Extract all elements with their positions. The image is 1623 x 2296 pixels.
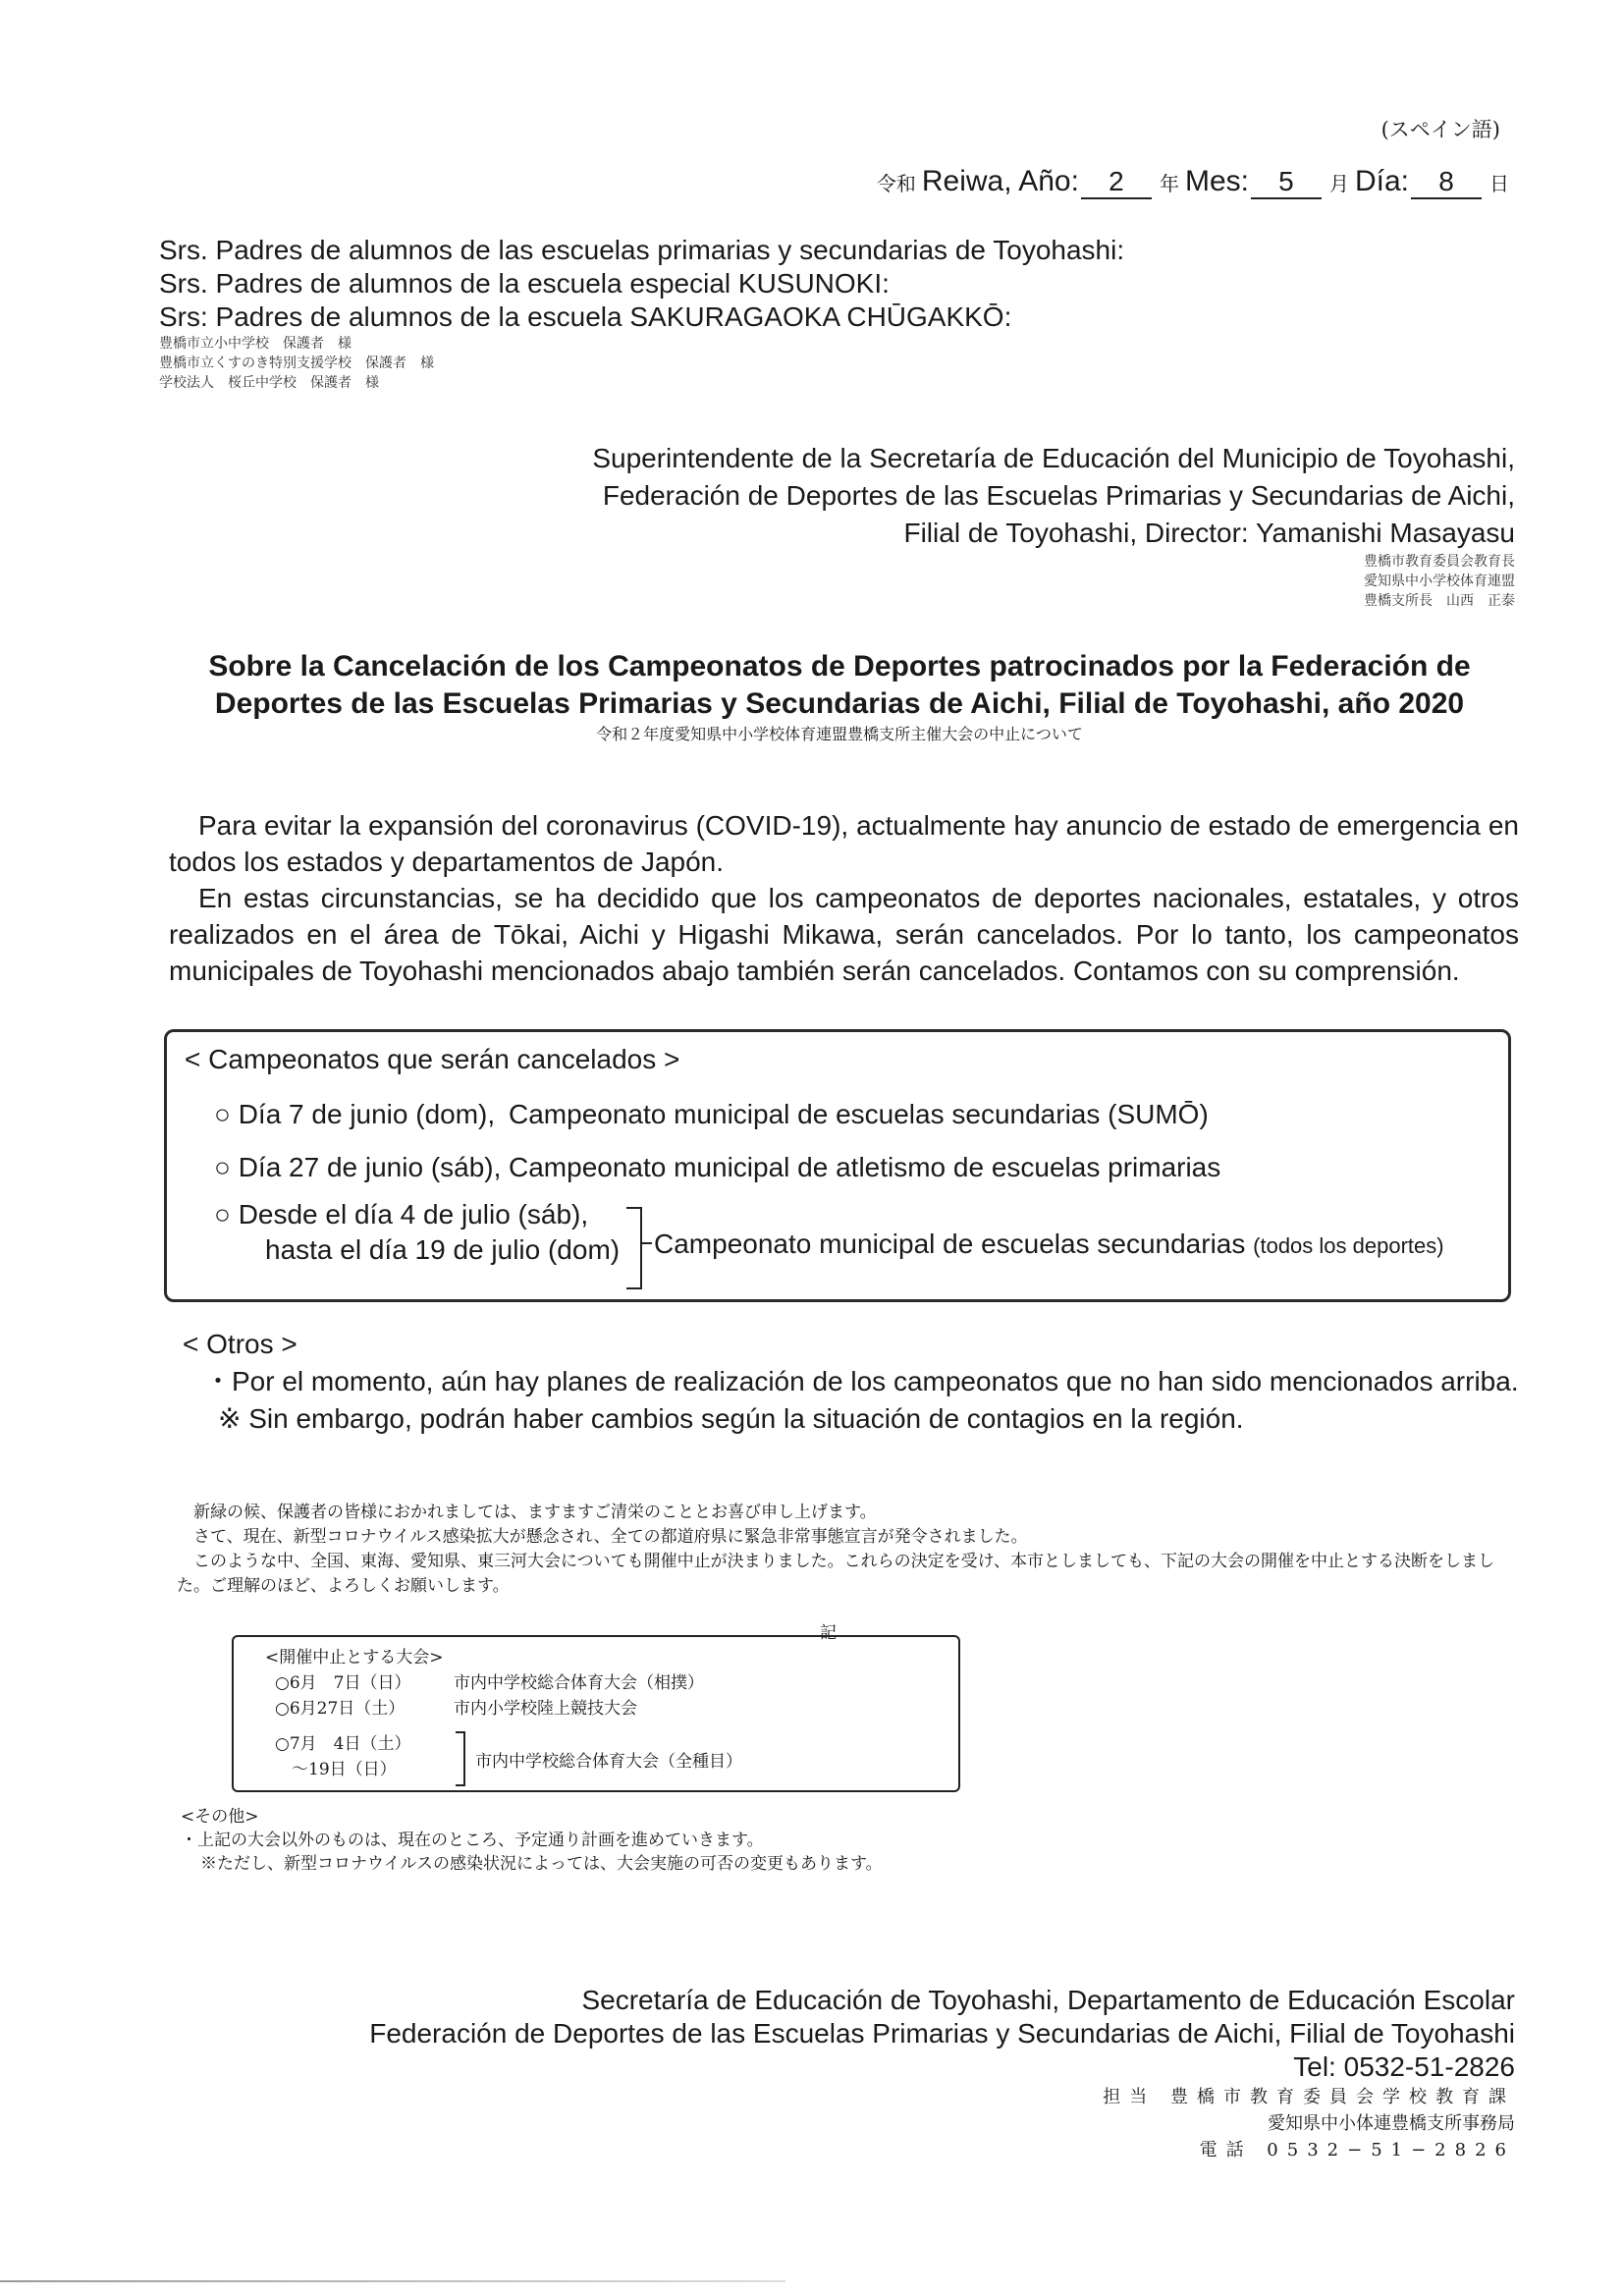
cancelled-item xyxy=(214,1152,1220,1183)
jp-brace-icon xyxy=(456,1731,465,1786)
cancelled-header: < Campeonatos que serán cancelados > xyxy=(185,1044,680,1074)
year-value: 2 xyxy=(1081,166,1152,199)
japanese-body xyxy=(177,1501,1522,1599)
jp-cancelled-event: 市内小学校陸上競技大会 xyxy=(454,1699,637,1719)
range-from: ○ Desde el día 4 de julio (sáb), xyxy=(214,1199,589,1230)
body-paragraph: Para evitar la expansión del coronavirus (COVID-19), actualmente hay anuncio de estado de emergencia en todos los estados y departamentos de Japón. xyxy=(169,810,1519,877)
others-bullet: ・Por el momento, aún hay planes de realización de los campeonatos que no han sido mencionados arriba. xyxy=(204,1366,1519,1396)
cancelled-event: Campeonato municipal de atletismo de escuelas primarias xyxy=(509,1152,1221,1182)
month-label: Mes: xyxy=(1184,165,1249,197)
brace-icon xyxy=(626,1207,642,1289)
footer-tel-jp: 電話 0532−51−2826 xyxy=(1199,2140,1515,2160)
footer-tel: Tel: 0532-51-2826 xyxy=(1293,2051,1515,2082)
jp-cancelled-date: ○6月 7日（日） xyxy=(275,1673,411,1693)
era-label-jp: 令和 xyxy=(876,172,916,195)
cancelled-date: ○ Día 7 de junio (dom), xyxy=(214,1099,496,1129)
month-label-jp: 月 xyxy=(1328,172,1349,195)
jp-body-line: 新緑の候、保護者の皆様におかれましては、ますますご清栄のこととお喜び申し上げます。 xyxy=(193,1503,877,1522)
scan-edge-line xyxy=(0,2280,785,2282)
range-to: hasta el día 19 de julio (dom) xyxy=(265,1234,621,1265)
brace-tip xyxy=(640,1242,652,1244)
document-title xyxy=(167,648,1512,746)
language-tag: (スペイン語) xyxy=(1380,118,1500,141)
jp-range-dates xyxy=(275,1731,410,1782)
day-label: Día: xyxy=(1354,165,1409,197)
footer-line: Federación de Deportes de las Escuelas Primarias y Secundarias de Aichi, Filial de Toyohashi xyxy=(369,2018,1515,2049)
jp-others-section xyxy=(181,1805,883,1876)
others-section xyxy=(183,1326,1519,1438)
cancelled-date: ○ Día 27 de junio (sáb), xyxy=(214,1152,502,1182)
others-header: < Otros > xyxy=(183,1329,298,1359)
month-value: 5 xyxy=(1251,166,1322,199)
others-note: ※ Sin embargo, podrán haber cambios según la situación de contagios en la región. xyxy=(218,1403,1244,1434)
sender-line-jp: 豊橋支所長 山西 正泰 xyxy=(1364,593,1515,609)
jp-range-event: 市内中学校総合体育大会（全種目） xyxy=(475,1752,742,1772)
recipient-line: Srs. Padres de alumnos de las escuelas primarias y secundarias de Toyohashi: xyxy=(159,235,1125,265)
footer-office-jp: 愛知県中小体連豊橋支所事務局 xyxy=(1268,2113,1515,2134)
recipient-line-jp: 学校法人 桜丘中学校 保護者 様 xyxy=(159,375,379,391)
sender-block xyxy=(592,440,1515,611)
footer-line: Secretaría de Educación de Toyohashi, Departamento de Educación Escolar xyxy=(581,1985,1515,2015)
title-line: Deportes de las Escuelas Primarias y Secundarias de Aichi, Filial de Toyohashi, año 2020 xyxy=(214,687,1465,720)
ki-mark: 記 xyxy=(820,1623,837,1643)
range-event: Campeonato municipal de escuelas secundarias xyxy=(654,1229,1246,1259)
jp-body-line: このような中、全国、東海、愛知県、東三河大会についても開催中止が決まりました。これらの決定を受け、本市としましても、下記の大会の開催を中止とする決断をしました。ご理解のほど、よろしくお願いします。 xyxy=(177,1552,1494,1596)
cancelled-events-box xyxy=(164,1029,1511,1302)
footer-contact xyxy=(369,1984,1515,2163)
sender-line-jp: 愛知県中小学校体育連盟 xyxy=(1364,574,1515,589)
recipient-line-jp: 豊橋市立小中学校 保護者 様 xyxy=(159,336,352,352)
jp-cancelled-event: 市内中学校総合体育大会（相撲） xyxy=(454,1673,704,1693)
sender-line-jp: 豊橋市教育委員会教育長 xyxy=(1364,554,1515,570)
year-label-jp: 年 xyxy=(1159,172,1179,195)
jp-body-line: さて、現在、新型コロナウイルス感染拡大が懸念され、全ての都道府県に緊急非常事態宣言が発令されました。 xyxy=(193,1527,1028,1547)
jp-cancelled-header: <開催中止とする大会> xyxy=(265,1648,444,1667)
recipient-line: Srs: Padres de alumnos de la escuela SAKURAGAOKA CHŪGAKKŌ: xyxy=(159,301,1012,332)
jp-others-header: <その他> xyxy=(181,1807,259,1827)
footer-dept-jp: 担当 豊橋市教育委員会学校教育課 xyxy=(1103,2087,1515,2107)
cancelled-range-dates xyxy=(214,1197,620,1268)
document-date xyxy=(871,165,1515,199)
range-event-note: (todos los deportes) xyxy=(1253,1233,1444,1258)
body-paragraph: En estas circunstancias, se ha decidido que los campeonatos de deportes nacionales, estatales, y otros realizados en el área de Tōkai, Aichi y Higashi Mikawa, serán cancelados. Por lo tanto, los campeonatos municipales de Toyohashi mencionados abajo también serán cancelados. Contamos con su comprensión. xyxy=(169,883,1519,986)
recipient-line: Srs. Padres de alumnos de la escuela especial KUSUNOKI: xyxy=(159,268,890,299)
jp-others-note: ※ただし、新型コロナウイルスの感染状況によっては、大会実施の可否の変更もあります。 xyxy=(200,1854,883,1874)
day-value: 8 xyxy=(1411,166,1482,199)
jp-range-to: ～19日（日） xyxy=(275,1760,397,1779)
jp-others-bullet: ・上記の大会以外のものは、現在のところ、予定通り計画を進めていきます。 xyxy=(181,1831,764,1850)
day-label-jp: 日 xyxy=(1489,172,1509,195)
jp-cancelled-item xyxy=(275,1668,704,1693)
jp-cancelled-item xyxy=(275,1694,637,1719)
cancelled-event: Campeonato municipal de escuelas secundarias (SUMŌ) xyxy=(509,1099,1209,1129)
sender-line: Filial de Toyohashi, Director: Yamanishi Masayasu xyxy=(903,518,1515,548)
sender-line: Superintendente de la Secretaría de Educación del Municipio de Toyohashi, xyxy=(592,443,1515,473)
year-label: Reiwa, Año: xyxy=(921,165,1079,197)
cancelled-range-event xyxy=(654,1229,1444,1260)
body-text xyxy=(169,807,1519,989)
jp-cancelled-date: ○6月27日（土） xyxy=(275,1699,406,1719)
jp-cancelled-box xyxy=(232,1635,960,1792)
recipient-line-jp: 豊橋市立くすのき特別支援学校 保護者 様 xyxy=(159,355,434,371)
title-jp: 令和２年度愛知県中小学校体育連盟豊橋支所主催大会の中止について xyxy=(596,725,1083,743)
recipients-block xyxy=(159,234,1124,393)
cancelled-item xyxy=(214,1099,1209,1130)
title-line: Sobre la Cancelación de los Campeonatos de Deportes patrocinados por la Federación de xyxy=(208,650,1471,683)
sender-line: Federación de Deportes de las Escuelas Primarias y Secundarias de Aichi, xyxy=(602,480,1515,511)
jp-range-from: ○7月 4日（土） xyxy=(275,1734,411,1754)
